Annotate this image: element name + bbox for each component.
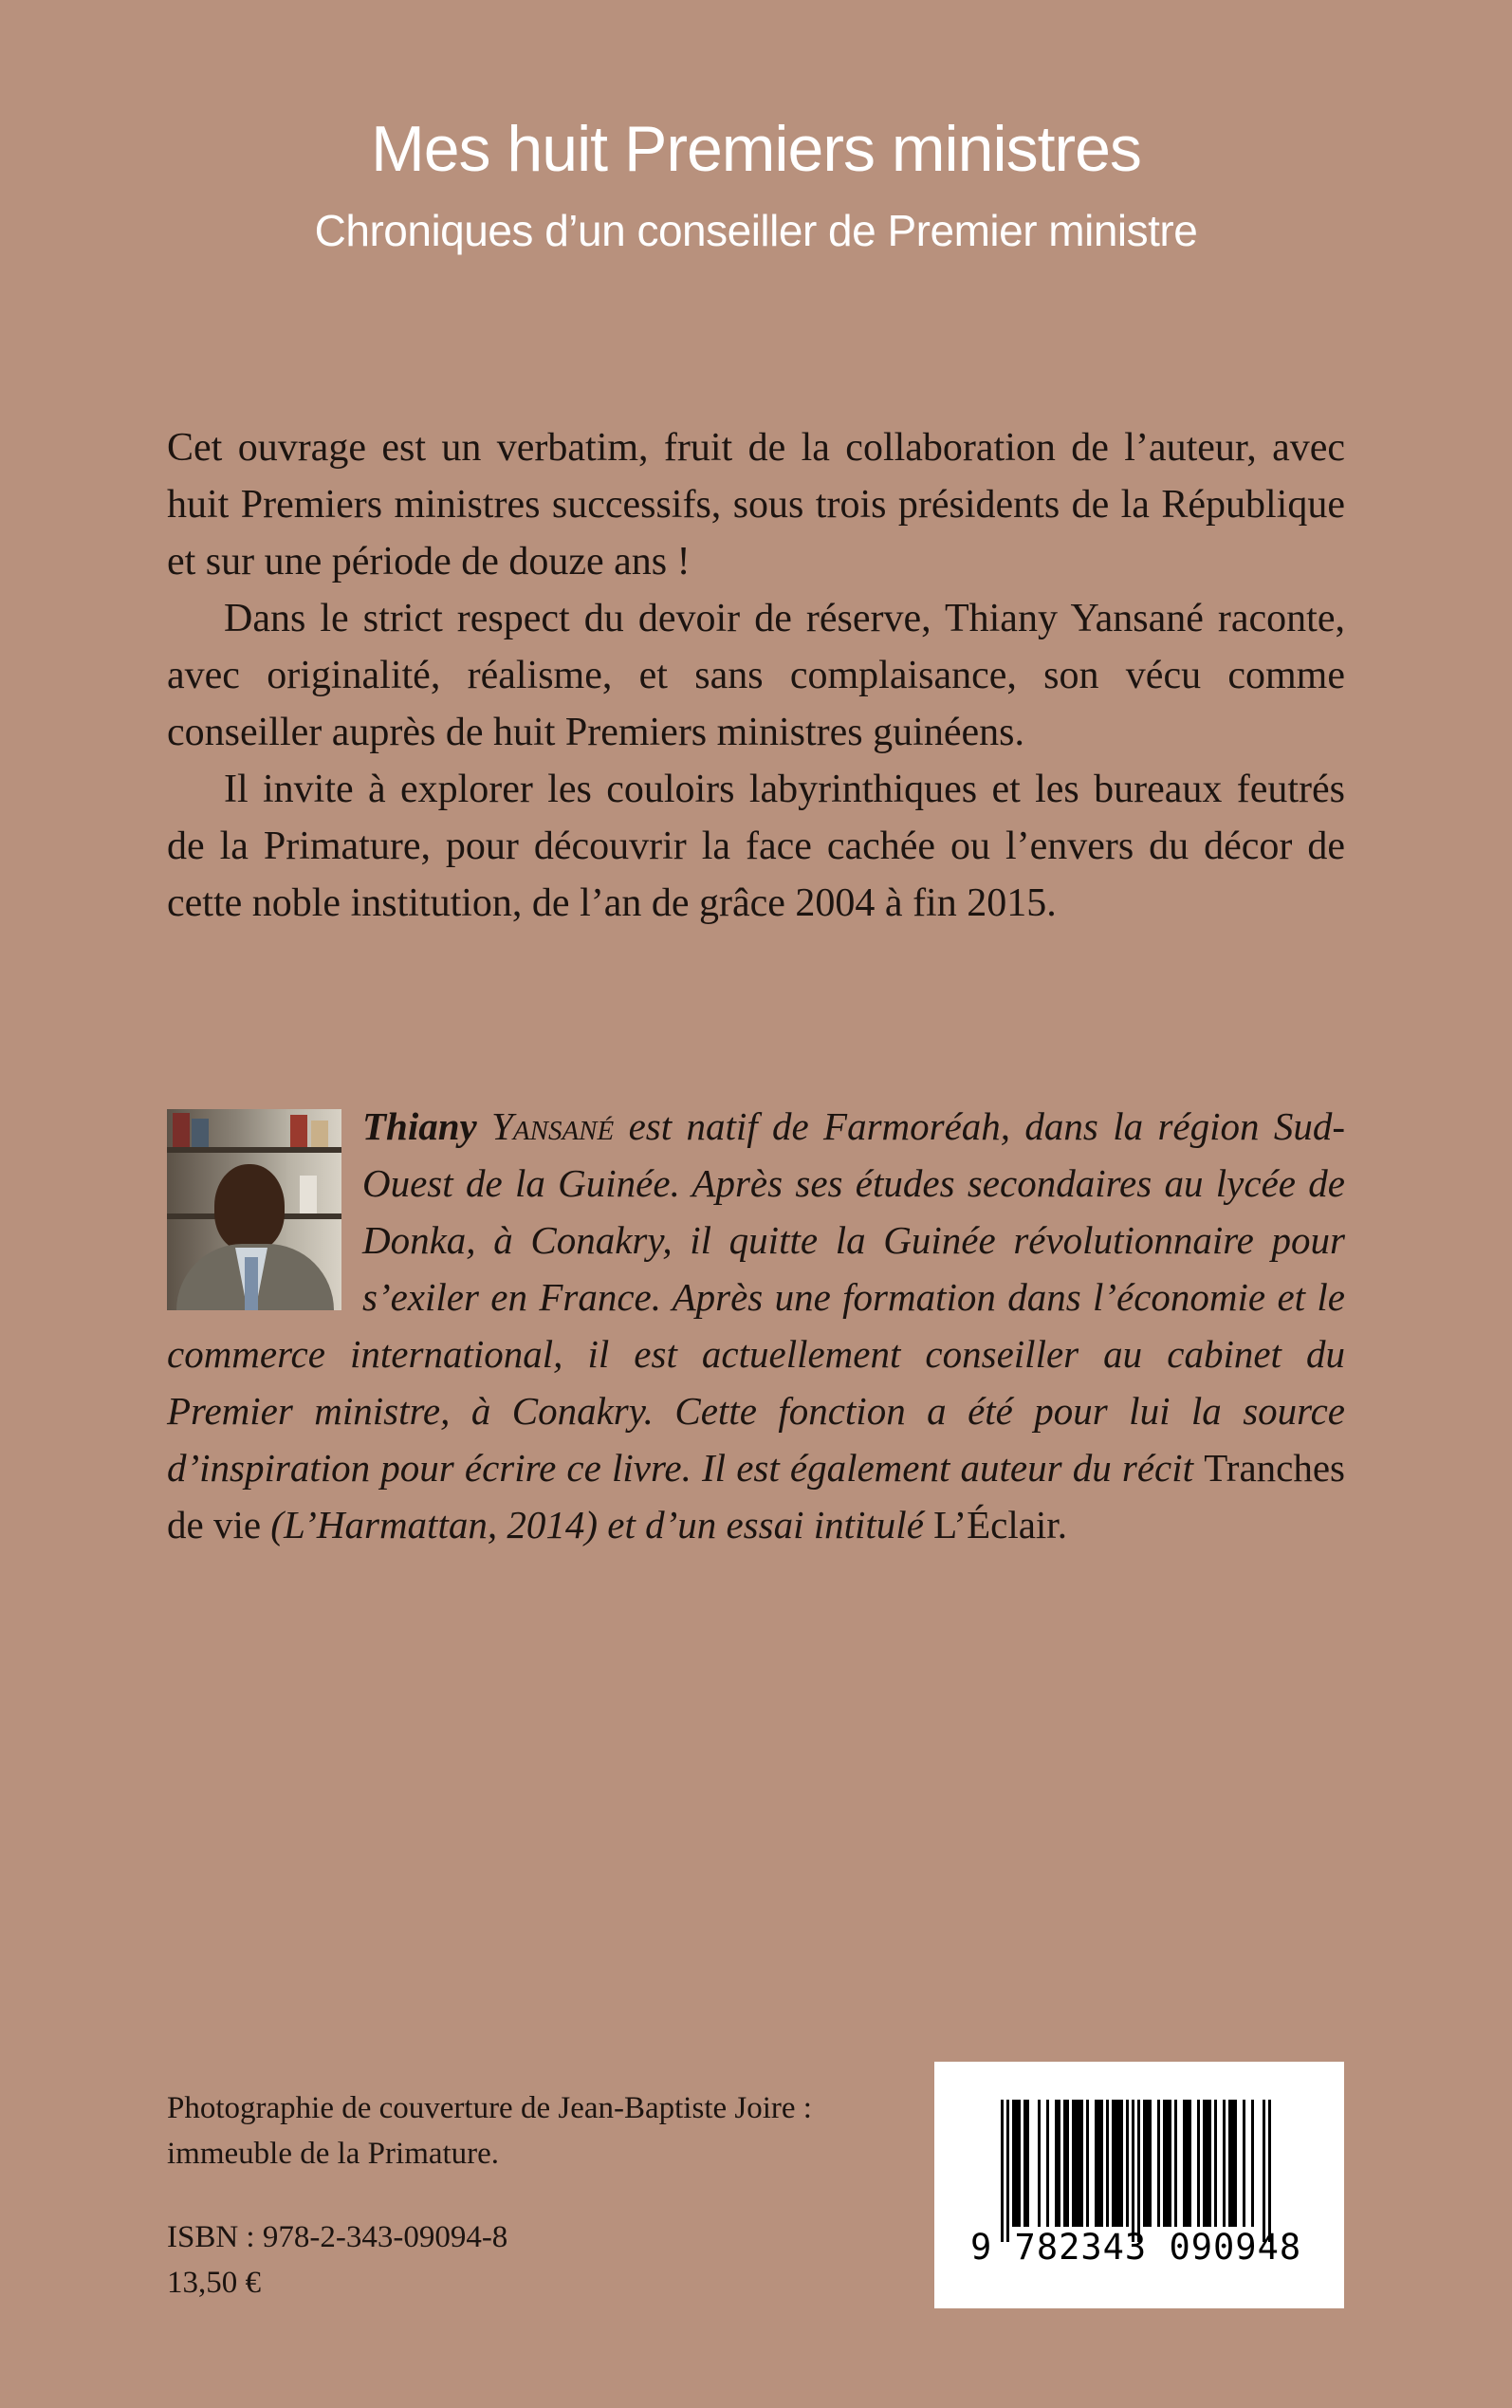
barcode-bar (1183, 2100, 1186, 2227)
barcode-bar (1166, 2100, 1169, 2227)
barcode-bar (1268, 2100, 1271, 2242)
barcode-bar (1120, 2100, 1123, 2227)
barcode-bar (1208, 2100, 1211, 2227)
barcode-bar (1055, 2100, 1058, 2227)
barcode-bar (1072, 2100, 1075, 2227)
bio-text: est natif de Farmoréah, dans la région Sud-Ouest de la Guinée. Après ses études secondaires au lycée de Donka, à Conakry, il quitte la Guinée révolutionnaire pour s’exiler en France. Après une formation dans l’économie et le commerce international, il est actuellement conseiller au cabinet du Premier ministre, à Conakry. Cette fonction a été pour lui la source d’inspiration pour écrire ce livre. Il est également auteur du récit (167, 1104, 1345, 1490)
barcode-bar (1015, 2100, 1018, 2227)
barcode-bar (1214, 2100, 1217, 2227)
book-title: Mes huit Premiers ministres (371, 113, 1141, 185)
barcode-bar (1174, 2100, 1177, 2227)
barcode-bar (1186, 2100, 1189, 2227)
barcode-bar (1018, 2100, 1021, 2227)
book-subtitle: Chroniques d’un conseiller de Premier ministre (314, 206, 1198, 255)
barcode-number: 9 782343 090948 (970, 2227, 1302, 2268)
isbn: ISBN : 978-2-343-09094-8 (167, 2220, 508, 2254)
barcode-bar (1146, 2100, 1149, 2227)
barcode-bar (1117, 2100, 1120, 2227)
barcode-bar (1234, 2100, 1237, 2227)
barcode-bar (1023, 2100, 1026, 2227)
barcode-bar (1137, 2100, 1140, 2242)
barcode-bar (1223, 2100, 1226, 2227)
barcode-bar (1086, 2100, 1089, 2227)
barcode-bar (1189, 2100, 1191, 2227)
barcode-bar (1063, 2100, 1066, 2227)
barcode-bar (1203, 2100, 1206, 2227)
price: 13,50 € (167, 2266, 261, 2300)
blurb-paragraph: Il invite à explorer les couloirs labyrinthiques et les bureaux feutrés de la Primature, pour découvrir la face cachée ou l’envers du décor de cette noble institution, de l’an de grâce 2004 à fin 2015. (167, 768, 1345, 925)
barcode-bar (1058, 2100, 1060, 2227)
barcode-bar (1006, 2100, 1009, 2242)
bio-work-title: L’Éclair. (933, 1503, 1067, 1547)
barcode-bar (1106, 2100, 1109, 2227)
barcode-bar (1112, 2100, 1115, 2227)
barcode-bar (1169, 2100, 1171, 2227)
barcode-bar (1263, 2100, 1265, 2242)
author-first-name: Thiany (362, 1104, 492, 1148)
barcode-bar (1046, 2100, 1049, 2227)
barcode-bar (1095, 2100, 1097, 2227)
bio-work-title: Tranches de vie (167, 1446, 1345, 1547)
barcode-bar (1206, 2100, 1208, 2227)
barcode-bar (1080, 2100, 1083, 2227)
barcode-bar (1149, 2100, 1152, 2227)
author-photo (167, 1109, 341, 1310)
barcode-bar (1143, 2100, 1146, 2227)
barcode-bar (1228, 2100, 1231, 2227)
barcode-bar (1026, 2100, 1029, 2227)
photo-credit: Photographie de couverture de Jean-Baptiste Joire : immeuble de la Primature. (167, 2091, 812, 2171)
barcode-bar (1066, 2100, 1069, 2227)
author-last-name: Yansané (491, 1104, 615, 1148)
blurb-paragraph: Cet ouvrage est un verbatim, fruit de la collaboration de l’auteur, avec huit Premiers ministres successifs, sous trois présidents de la République et sur une période de douze ans ! (167, 426, 1345, 583)
barcode-bar (1038, 2100, 1041, 2227)
barcode-bar (1132, 2100, 1134, 2242)
barcode-bar (1001, 2100, 1004, 2242)
barcode-bar (1243, 2100, 1245, 2227)
barcode-bar (1075, 2100, 1078, 2227)
bio-text: (L’Harmattan, 2014) et d’un essai intitulé (261, 1503, 934, 1547)
barcode-bar (1157, 2100, 1160, 2227)
barcode-bar (1251, 2100, 1254, 2227)
book-blurb (167, 419, 1345, 932)
barcode-bar (1078, 2100, 1080, 2227)
barcode-bar (1115, 2100, 1117, 2227)
barcode-bar (1163, 2100, 1166, 2227)
barcode (934, 2062, 1344, 2308)
barcode-bar (1012, 2100, 1015, 2227)
barcode-bar (1097, 2100, 1100, 2227)
barcode-bar (1100, 2100, 1103, 2227)
barcode-bar (1126, 2100, 1129, 2227)
barcode-bar (1231, 2100, 1234, 2227)
barcode-bar (1197, 2100, 1200, 2227)
blurb-paragraph: Dans le strict respect du devoir de réserve, Thiany Yansané raconte, avec originalité, réalisme, et sans complaisance, son vécu comme conseiller auprès de huit Premiers ministres guinéens. (167, 597, 1345, 754)
barcode-bars (1001, 2100, 1278, 2242)
author-bio (167, 1098, 1345, 1553)
